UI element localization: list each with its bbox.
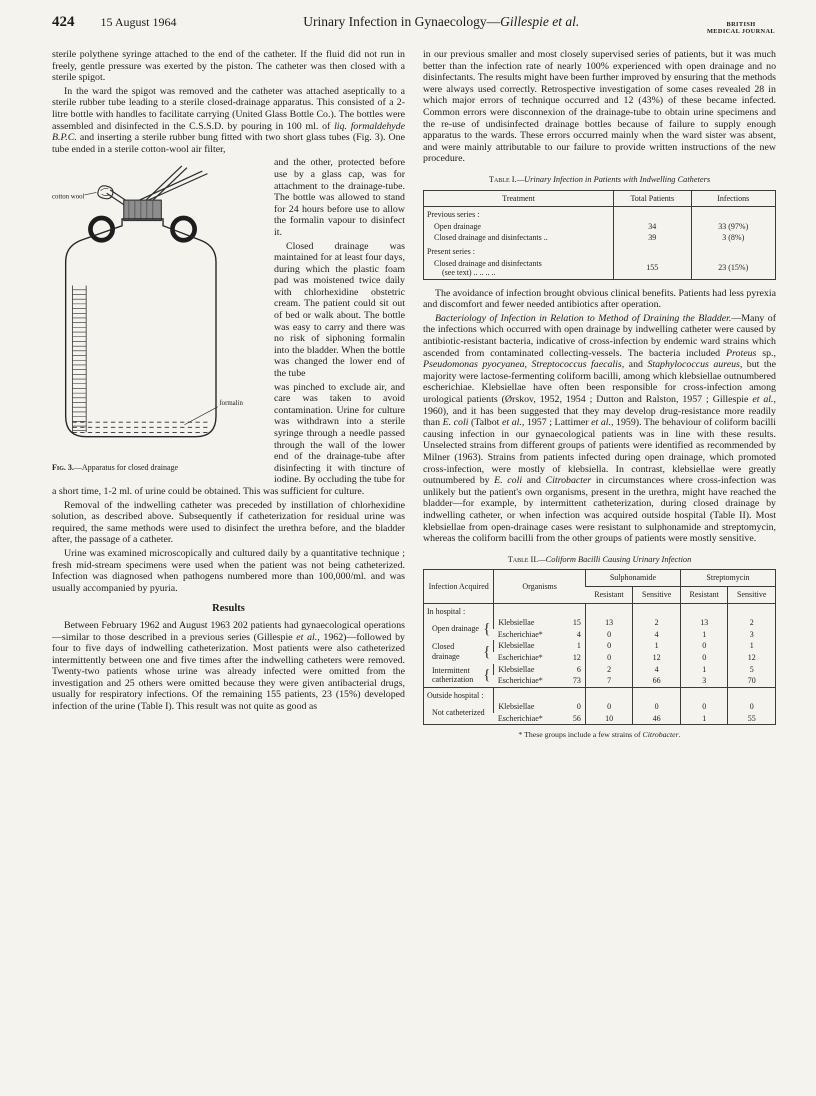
paragraph-closed-drainage: Closed drainage was maintained for at least four days, during which the plastic foam pad was moistened twice daily with chlorhexidine obstetric cream. The patient could sit out of bed or walk about. The bottle was easy to carry and there was no risk of siphoning formalin into the bladder. When the bottle was changed the lower end of the tube (274, 240, 405, 380)
figure-3 (52, 159, 264, 474)
journal-name-line2: MEDICAL JOURNAL (706, 28, 776, 35)
two-column-body (52, 49, 776, 749)
table-row: Closed drainage and disinfectants .. 39 3 (8%) (424, 232, 776, 244)
paragraph-results-1: Between February 1962 and August 1963 202 patients had gynaecological operations—similar to those described in a previous series (Gillespie et al., 1962)—followed by four to five days of indwelling catheterization. Most patients were also catheterized intermittently between one and five times after the indwelling catheters were removed. Twenty-two patients whose urine was already infected were omitted from the investigation and 25 others were omitted because they were given antibacterial drugs, usually for respiratory infections. Of the remaining 155 patients, 23 (15%) developed infection of the urine (Table I). This result was not quite as good as (52, 619, 405, 713)
page-number: 424 (52, 14, 75, 30)
table2-header-sensitive-2: Sensitive (728, 586, 776, 603)
table2-header-sulphonamide: Sulphonamide (585, 570, 680, 587)
page-header (52, 14, 776, 35)
table2-block (423, 554, 776, 741)
table1-header-infections: Infections (691, 190, 775, 207)
paragraph-results-2: in our previous smaller and most closely supervised series of patients, but it was much better than the infection rate of nearly 100% experienced with open drainage and no disinfectants. The results might have been further improved by ensuring that the methods were always used correctly. Retrospective investigation of some cases revealed 28 in which major errors of technique occurred and 12 (43%) of these became infected. Common errors were disconnexion of the drainage-tube to obtain urine specimens and the re-use of undisinfected drainage bottles because of failure to supply enough apparatus to the wards. These errors occurred mainly when the ward sister was absent, and were mainly attributable to our failure to provide written instructions of the new procedure. (423, 49, 776, 165)
table1-header-total-patients: Total Patients (614, 190, 691, 207)
table-row: Previous series : (424, 207, 776, 221)
right-column (423, 49, 776, 749)
table-row: Open drainage 34 33 (97%) (424, 221, 776, 233)
table-row: Outside hospital : (424, 687, 776, 701)
issue-date: 15 August 1964 (100, 15, 177, 29)
journal-name-line1: BRITISH (726, 21, 756, 28)
table2-header-sensitive-1: Sensitive (633, 586, 681, 603)
table-row: Escherichiae* 56 10 46 1 55 (424, 713, 776, 725)
figure-label-cotton-wool: cotton wool (52, 193, 85, 201)
cotton-wool-pointer-line (84, 193, 96, 196)
running-title: Urinary Infection in Gynaecology—Gillespie et al. (303, 14, 580, 29)
table-row: Closed drainage and disinfectants (see text) .. .. .. .. 155 23 (15%) (424, 258, 776, 280)
paragraph-bottle-wrap-1: and the other, protected before use by a glass cap, was for attachment to the drainage-tube. The bottle was allowed to stand for 24 hours before use to allow the formalin vapour to disinfect it. (274, 157, 405, 238)
table-row: Open drainage { Klebsiellae 15 13 2 13 2 (424, 617, 776, 629)
paragraph-bacteriology: Bacteriology of Infection in Relation to Method of Draining the Bladder.—Many of the infections which occurred with open drainage by indwelling catheter were caused by antibiotic-resistant bacteria, indicative of cross-infection by endemic ward strains which ascended from contaminated collecting-vessels. The bacteria included Proteus sp., Pseudomonas pyocyanea, Streptococcus faecalis, and Staphylococcus aureus, but the majority were lactose-fermenting coliform bacilli, among which klebsiellae outnumbered escherichiae. Klebsiellae have often been responsible for cross-infection among urological patients (Ørskov, 1952, 1954 ; Dutton and Ralston, 1957 ; Gillespie et al., 1960), and it has been suggested that they may develop drug-resistance more readily than E. coli (Talbot et al., 1957 ; Lattimer et al., 1959). The behaviour of coliform bacilli causing infection in our gynaecological patients was in line with these results. Unselected strains from different groups of patients were identified as recommended by Milner (1963). Strains from patients infected during open drainage, which promoted cross-infection, were mostly of klebsiella. In contrast, klebsiellae were greatly outnumbered by E. coli and Citrobacter in circumstances where cross-infection was unlikely but the patient's own organisms, present in the urethra, might have reached the bladder—for example, by intermittent catheterization, during closed drainage by indwelling catheter, or when infection was acquired outside hospital (Table II). Most klebsiellae from open-drainage cases were resistant to sulphonamide and streptomycin, whereas the coliform bacilli from the other groups of patients were mostly sensitive. (423, 312, 776, 545)
table-row: Escherichiae* 12 0 12 0 12 (424, 652, 776, 664)
bottle-outline (66, 219, 216, 437)
glass-tube-long-a (136, 171, 203, 202)
figure-caption-text: —Apparatus for closed drainage (73, 463, 179, 473)
rubber-bung (124, 200, 162, 221)
table-row: Closed drainage { Klebsiellae 1 0 1 0 1 (424, 640, 776, 652)
left-column (52, 49, 405, 749)
paragraph-ward-procedure: In the ward the spigot was removed and the catheter was attached aseptically to a sterile rubber tube leading to a sterile closed-drainage apparatus. This consisted of a 2-litre bottle with handles to facilitate carrying (United Glass Bottle Co.). The bottles were assembled and disinfected in the C.S.S.D. by pouring in 100 ml. of liq. formaldehyde B.P.C. and inserting a sterile rubber bung fitted with two short glass tubes (Fig. 3). One tube ended in a sterile cotton-wool air filter, (52, 85, 405, 155)
results-heading: Results (212, 603, 245, 615)
table-row: Intermittent catherization { Klebsiellae 6 2 4 1 5 (424, 664, 776, 676)
cotton-wool-blob (98, 186, 113, 199)
paragraph-methods-continuation: sterile polythene syringe attached to the end of the catheter. If the fluid did not run in freely, gentle pressure was exerted by the piston. The catheter was then closed with a sterile spigot. (52, 49, 405, 84)
table2 (423, 569, 776, 725)
table-row: Escherichiae* 4 0 4 1 3 (424, 629, 776, 641)
table2-footnote: * These groups include a few strains of Citrobacter. (518, 730, 681, 740)
table2-caption-text: —Coliform Bacilli Causing Urinary Infection (538, 554, 692, 564)
table1-block (423, 174, 776, 280)
brace-decoration: { (483, 643, 491, 660)
table1 (423, 190, 776, 280)
table2-header-organisms: Organisms (494, 570, 586, 603)
bottle-handle-left (90, 218, 112, 240)
paragraph-urine-culture: was pinched to exclude air, and care was taken to avoid contamination. Urine for culture was withdrawn into a sterile syringe through a needle passed through the wall of the lower end of the drainage-tube after disinfecting it with tincture of iodine. By occluding the tube for a short time, 1-2 ml. of urine could be obtained. This was sufficient for culture. (52, 381, 405, 497)
figure-caption-label: Fig. 3. (52, 463, 74, 473)
paragraph-catheter-removal: Removal of the indwelling catheter was preceded by instillation of chlorhexidine solution, as described above. Subsequently if catheterization for residual urine was required, the same methods were used to disinfect the urethra before, and the bladder after, the passage of a catheter. (52, 499, 405, 546)
table1-caption (423, 174, 776, 186)
paragraph-urine-examination: Urine was examined microscopically and cultured daily by a quantitative technique ; fresh mid-stream specimens were used when the patient was not being catheterized. Infection was diagnosed when pathogens numbered more than 100,000/ml. and was usually accompanied by pyuria. (52, 547, 405, 594)
figure-label-formalin: formalin (219, 400, 243, 408)
glass-tube-long-b (144, 166, 182, 202)
table2-header-streptomycin: Streptomycin (680, 570, 775, 587)
brace-decoration: { (483, 667, 491, 684)
closed-drainage-apparatus-figure (52, 159, 257, 459)
paragraph-avoidance: The avoidance of infection brought obvious clinical benefits. Patients had less pyrexia and discomfort and fewer needed antibiotics after operation. (423, 287, 776, 311)
table2-header-resistant-1: Resistant (585, 586, 633, 603)
table2-header-resistant-2: Resistant (680, 586, 728, 603)
journal-name (706, 21, 776, 35)
formalin-liquid (73, 423, 211, 433)
table-row: In hospital : (424, 603, 776, 617)
formalin-pointer-line (184, 407, 217, 425)
table2-header-infection-acquired: Infection Acquired (424, 570, 494, 603)
table-row: Not catheterized Klebsiellae 0 0 0 0 0 (424, 701, 776, 713)
table-row: Escherichiae* 73 7 66 3 70 (424, 675, 776, 687)
table1-caption-text: —Urinary Infection in Patients with Indwelling Catheters (516, 174, 711, 184)
brace-decoration: { (483, 620, 491, 637)
table2-caption-label: Table II. (507, 554, 539, 564)
table1-header-treatment: Treatment (424, 190, 614, 207)
table2-caption (423, 554, 776, 566)
graduation-scale (73, 286, 87, 433)
table-row: Present series : (424, 244, 776, 258)
figure-caption (52, 462, 264, 474)
table1-caption-label: Table I. (488, 174, 517, 184)
